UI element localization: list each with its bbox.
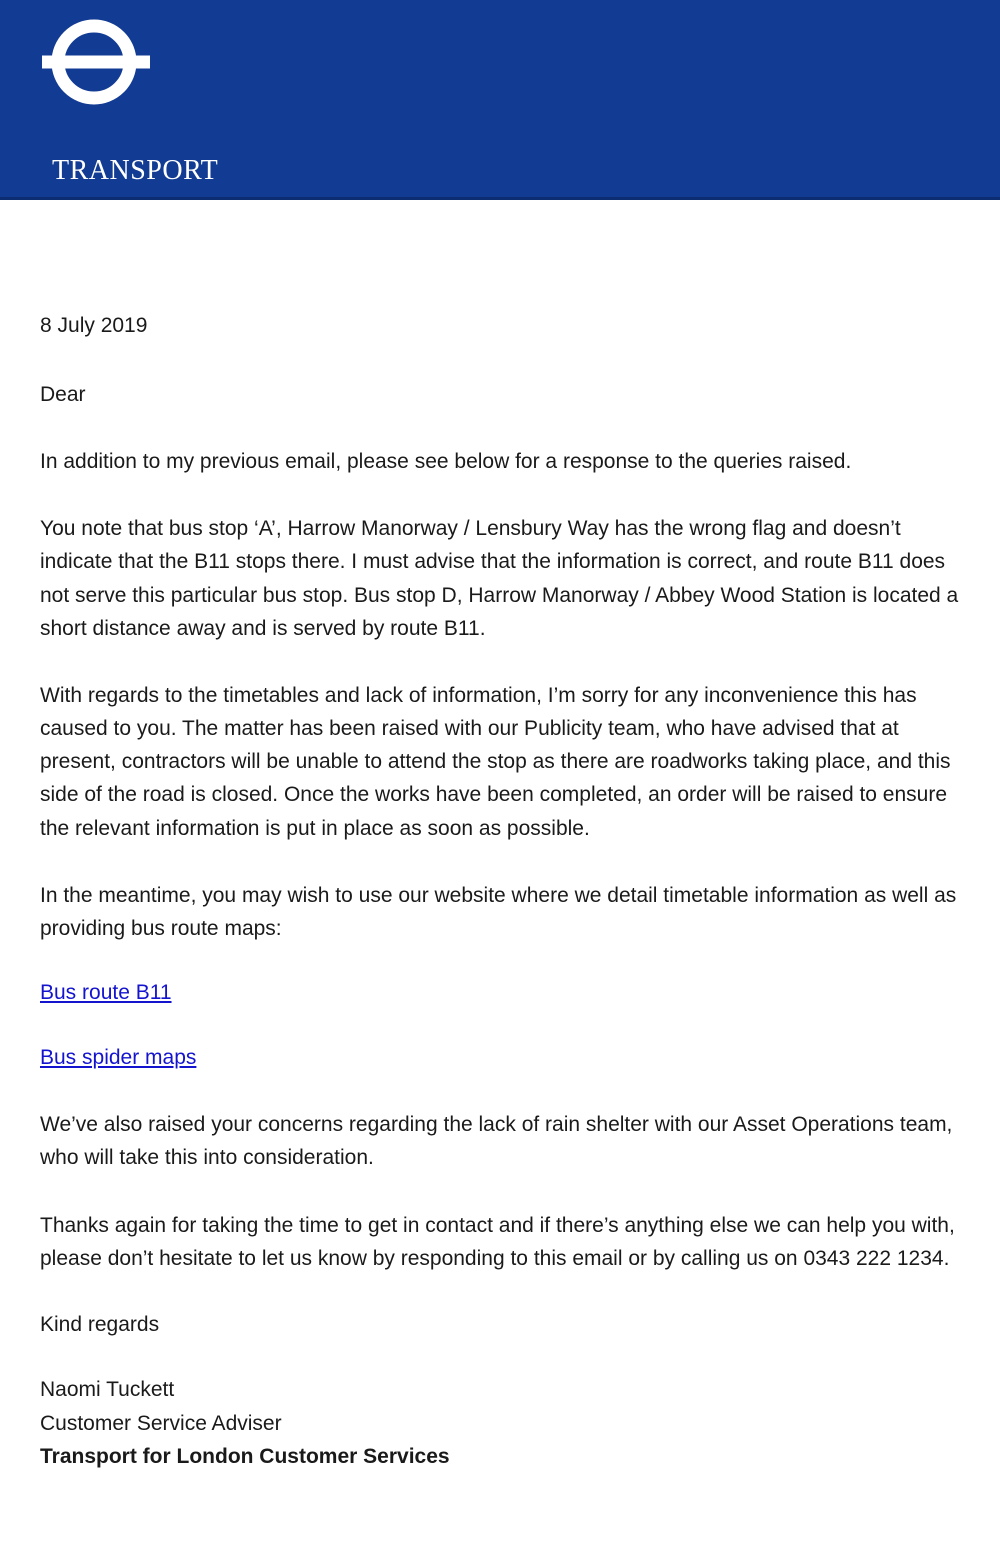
link-bus-route-b11[interactable]: Bus route B11: [40, 981, 172, 1005]
link-line-bus-route: [40, 977, 960, 1010]
paragraph-website: In the meantime, you may wish to use our website where we detail timetable information as well as providing bus route maps:: [40, 883, 957, 940]
wordmark-line-1: TRANSPORT: [52, 155, 219, 187]
paragraph-bus-stop-flag: You note that bus stop ‘A’, Harrow Manorway / Lensbury Way has the wrong flag and doesn’t indicate that the B11 stops there. I must advise that the information is correct, and route B11 does not serve this particular bus stop. Bus stop D, Harrow Manorway / Abbey Wood Station is located a short distance away and is served by route B11.: [40, 517, 959, 640]
paragraph-closing-thanks: Thanks again for taking the time to get in contact and if there’s anything else we can help you with, please don’t hesitate to let us know by responding to this email or by calling us on 0343 222 1234.: [40, 1213, 955, 1270]
letter-signoff: Kind regards: [40, 1312, 160, 1336]
tfl-header-banner: [0, 0, 1000, 255]
paragraph-timetables: With regards to the timetables and lack of information, I’m sorry for any inconvenience this has caused to you. The matter has been raised with our Publicity team, who have advised that at present, contractors will be unable to attend the stop as there are roadworks taking place, and this side of the road is closed. Once the works have been completed, an order will be raised to ensure the relevant information is put in place as soon as possible.: [40, 683, 951, 840]
letter-body: [0, 200, 1000, 1473]
link-bus-spider-maps[interactable]: Bus spider maps: [40, 1045, 197, 1069]
tfl-wordmark: [52, 120, 237, 291]
signature-name: Naomi Tuckett: [40, 1378, 175, 1402]
tfl-roundel-icon: [42, 18, 154, 114]
link-line-spider-maps: [40, 1042, 960, 1075]
signature-department: Transport for London Customer Services: [40, 1444, 450, 1468]
letter-date: 8 July 2019: [40, 314, 148, 337]
brand-lockup: [42, 18, 237, 291]
paragraph-intro: In addition to my previous email, please see below for a response to the queries raised.: [40, 450, 852, 474]
signature-block: [40, 1373, 960, 1473]
letter-salutation: Dear: [40, 382, 86, 406]
paragraph-rain-shelter: We’ve also raised your concerns regarding the lack of rain shelter with our Asset Operations team, who will take this into consideration.: [40, 1113, 953, 1170]
wordmark-line-2: FOR LONDON: [52, 223, 237, 255]
signature-job-title: Customer Service Adviser: [40, 1411, 282, 1435]
